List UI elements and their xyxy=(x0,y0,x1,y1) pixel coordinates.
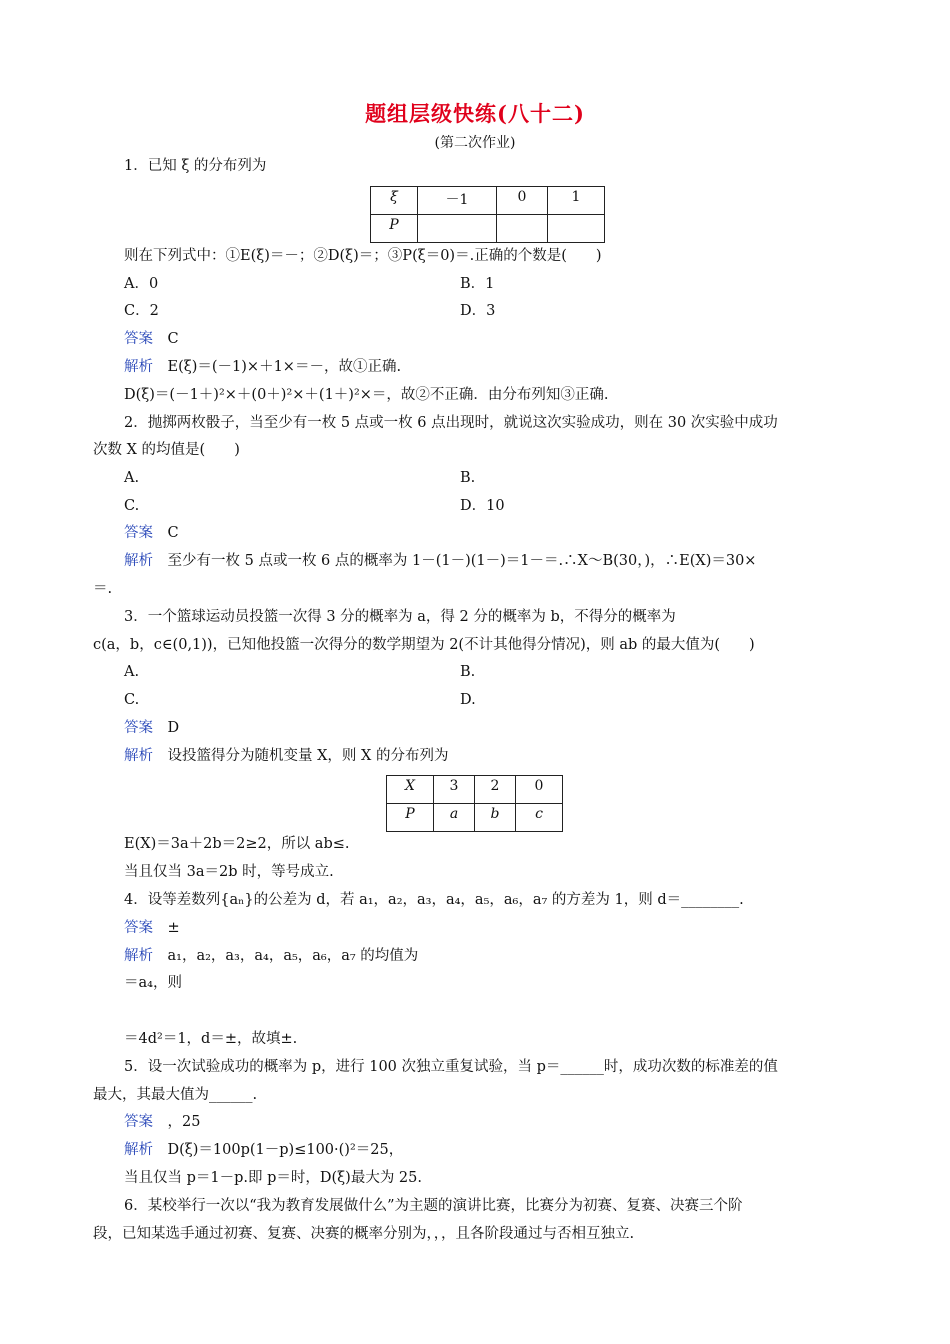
q6-stem-cont: 段，已知某选手通过初赛、复赛、决赛的概率分别为，，，且各阶段通过与否相互独立. xyxy=(93,1226,635,1242)
q1-stem: 1．已知 ξ 的分布列为 xyxy=(124,158,267,174)
table-cell: ξ xyxy=(371,187,418,215)
analysis-label: 解析 xyxy=(124,359,153,375)
q2-stem-cont: 次数 X 的均值是( ) xyxy=(93,442,240,458)
q3-option-d: D. xyxy=(460,692,476,708)
table-cell: 0 xyxy=(516,776,563,804)
q1-option-c: C．2 xyxy=(124,303,159,319)
table-cell: P xyxy=(387,804,434,832)
answer-value: C xyxy=(167,331,179,347)
table-cell: 0 xyxy=(497,187,548,215)
answer-label: 答案 xyxy=(124,920,153,936)
analysis-text: 至少有一枚 5 点或一枚 6 点的概率为 1－(1－)(1－)＝1－＝.∴X～B(30，)，∴E(X)＝30× xyxy=(167,553,757,569)
analysis-text: E(ξ)＝(－1)×＋1×＝－，故①正确. xyxy=(167,359,402,375)
q1-analysis xyxy=(124,357,401,377)
q1-statement: 则在下列式中：①E(ξ)＝－；②D(ξ)＝；③P(ξ＝0)＝.正确的个数是( ) xyxy=(124,248,602,264)
q5-stem-cont: 最大，其最大值为______. xyxy=(93,1087,258,1103)
answer-label: 答案 xyxy=(124,331,153,347)
answer-value: ，25 xyxy=(167,1114,201,1130)
table-cell: a xyxy=(434,804,475,832)
q3-answer xyxy=(124,718,179,738)
q2-option-d: D．10 xyxy=(460,498,505,514)
analysis-text: 设投篮得分为随机变量 X，则 X 的分布列为 xyxy=(167,748,449,764)
distribution-table-x xyxy=(386,775,563,832)
table-cell xyxy=(548,215,605,243)
q4-analysis xyxy=(124,946,418,966)
answer-value: ± xyxy=(167,920,180,936)
q2-option-a: A. xyxy=(124,470,140,486)
q1-analysis-cont: D(ξ)＝(－1＋)²×＋(0＋)²×＋(1＋)²×＝，故②不正确．由分布列知③正确. xyxy=(124,387,609,403)
answer-value: C xyxy=(167,525,179,541)
q3-stem: 3．一个篮球运动员投篮一次得 3 分的概率为 a，得 2 分的概率为 b，不得分的概率为 xyxy=(124,609,676,625)
q5-analysis-cont: 当且仅当 p＝1－p.即 p＝时，D(ξ)最大为 25. xyxy=(124,1170,422,1186)
answer-label: 答案 xyxy=(124,720,153,736)
q3-analysis-cont: E(X)＝3a＋2b＝2≥2，所以 ab≤. xyxy=(124,836,350,852)
q2-option-b: B. xyxy=(460,470,476,486)
q5-answer xyxy=(124,1112,200,1132)
q1-option-d: D．3 xyxy=(460,303,496,319)
q3-analysis-cont2: 当且仅当 3a＝2b 时，等号成立. xyxy=(124,864,334,880)
table-cell: 1 xyxy=(548,187,605,215)
q4-analysis-cont: ＝a₄，则 xyxy=(124,975,182,991)
page-title: 题组层级快练(八十二) xyxy=(365,101,585,126)
q2-analysis-cont: ＝. xyxy=(93,581,113,597)
page-subtitle: (第二次作业) xyxy=(434,135,516,151)
q5-stem: 5．设一次试验成功的概率为 p，进行 100 次独立重复试验，当 p＝______时，成功次数的标准差的值 xyxy=(124,1059,778,1075)
answer-value: D xyxy=(167,720,180,736)
table-cell: 2 xyxy=(475,776,516,804)
q3-option-c: C. xyxy=(124,692,140,708)
q6-stem: 6．某校举行一次以“我为教育发展做什么”为主题的演讲比赛，比赛分为初赛、复赛、决赛三个阶 xyxy=(124,1198,743,1214)
table-cell: 3 xyxy=(434,776,475,804)
q3-stem-cont: c(a，b，c∈(0,1))，已知他投篮一次得分的数学期望为 2(不计其他得分情况)，则 ab 的最大值为( ) xyxy=(93,637,755,653)
analysis-label: 解析 xyxy=(124,948,153,964)
answer-label: 答案 xyxy=(124,525,153,541)
q1-answer xyxy=(124,329,179,349)
q4-analysis-cont2: ＝4d²＝1，d＝±，故填±. xyxy=(124,1031,298,1047)
table-cell: －1 xyxy=(418,187,497,215)
table-cell: P xyxy=(371,215,418,243)
table-cell xyxy=(497,215,548,243)
q2-stem: 2．抛掷两枚骰子，当至少有一枚 5 点或一枚 6 点出现时，就说这次实验成功，则在 30 次实验中成功 xyxy=(124,415,778,431)
q4-answer xyxy=(124,918,180,938)
q1-option-b: B．1 xyxy=(460,276,495,292)
answer-label: 答案 xyxy=(124,1114,153,1130)
analysis-label: 解析 xyxy=(124,1142,153,1158)
q4-stem: 4．设等差数列{aₙ}的公差为 d，若 a₁，a₂，a₃，a₄，a₅，a₆，a₇ 的方差为 1，则 d＝________. xyxy=(124,892,744,908)
q2-option-c: C. xyxy=(124,498,140,514)
analysis-label: 解析 xyxy=(124,553,153,569)
distribution-table-xi xyxy=(370,186,605,243)
q3-option-a: A. xyxy=(124,664,140,680)
table-cell: b xyxy=(475,804,516,832)
analysis-text: a₁，a₂，a₃，a₄，a₅，a₆，a₇ 的均值为 xyxy=(167,948,419,964)
table-cell xyxy=(418,215,497,243)
analysis-label: 解析 xyxy=(124,748,153,764)
table-cell: c xyxy=(516,804,563,832)
q1-option-a: A．0 xyxy=(124,276,159,292)
q3-analysis xyxy=(124,746,448,766)
table-cell: X xyxy=(387,776,434,804)
q2-analysis xyxy=(124,551,756,571)
analysis-text: D(ξ)＝100p(1－p)≤100·()²＝25， xyxy=(167,1142,404,1158)
q2-answer xyxy=(124,523,179,543)
q5-analysis xyxy=(124,1140,403,1160)
q3-option-b: B. xyxy=(460,664,476,680)
